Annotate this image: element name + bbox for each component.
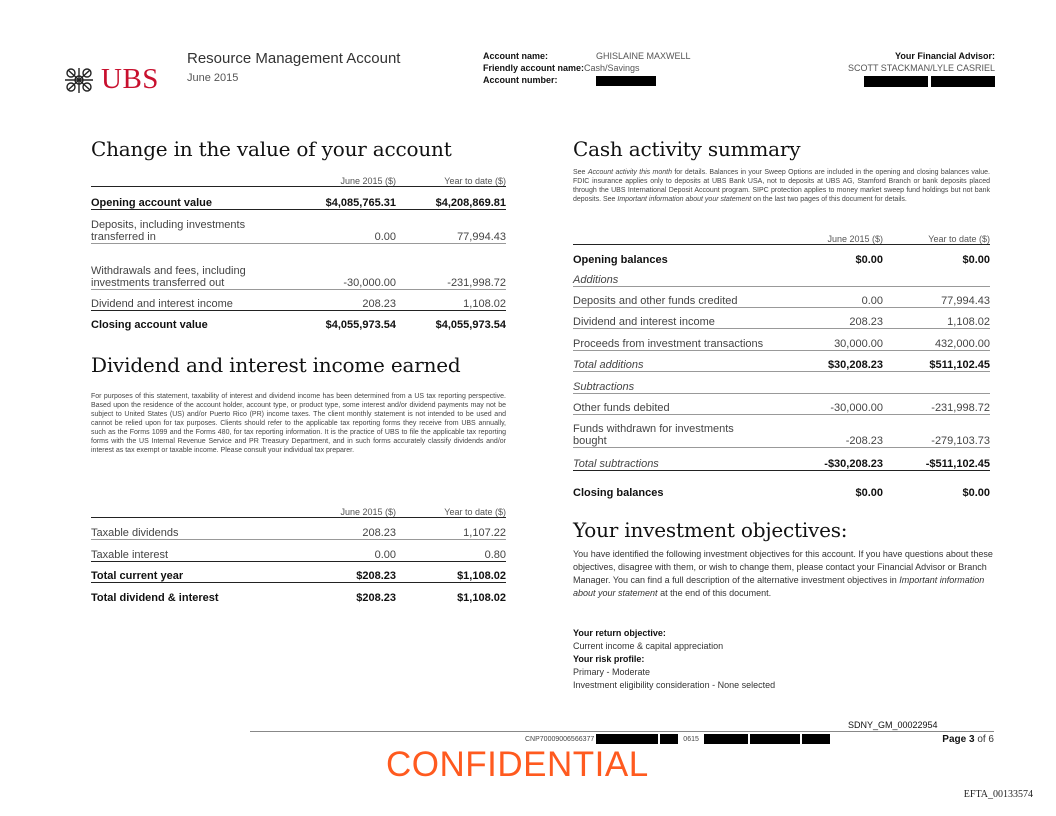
- footer-code-mid: 0615: [683, 735, 699, 743]
- cash-col-ytd: Year to date ($): [928, 233, 990, 244]
- table-cell: 1,108.02: [947, 315, 990, 328]
- footer-redaction-4: [750, 734, 800, 744]
- return-objective-value: Current income & capital appreciation: [573, 641, 724, 651]
- table-row-label: Total dividend & interest: [91, 592, 219, 604]
- table-cell: 208.23: [362, 297, 396, 310]
- risk-profile-label: Your risk profile:: [573, 654, 645, 664]
- table-cell: -231,998.72: [931, 401, 990, 414]
- footer-code: [525, 734, 830, 744]
- change-table: [91, 170, 506, 331]
- account-type: Resource Management Account: [187, 50, 401, 67]
- advisor-name: SCOTT STACKMAN/LYLE CASRIEL: [847, 63, 995, 73]
- risk-profile-primary: Primary - Moderate: [573, 667, 651, 677]
- financial-advisor: [848, 50, 995, 90]
- dividend-col-june: June 2015 ($): [340, 506, 396, 517]
- table-cell: $511,102.45: [929, 358, 990, 371]
- return-objective-label: Your return objective:: [573, 628, 666, 638]
- footer-divider: [250, 731, 994, 732]
- table-row-label: Total subtractions: [573, 457, 659, 470]
- table-cell: $4,055,973.54: [325, 319, 396, 331]
- table-cell: -$511,102.45: [925, 457, 990, 470]
- table-cell: $0.00: [962, 254, 990, 266]
- table-cell: $0.00: [855, 254, 883, 266]
- table-cell: -$30,208.23: [824, 457, 883, 470]
- account-number-redacted: [596, 76, 656, 86]
- table-row-label: Opening balances: [573, 254, 668, 266]
- table-row-label: Dividend and interest income: [91, 297, 233, 310]
- dividend-section-title: Dividend and interest income earned: [91, 353, 461, 377]
- account-number-label: Account number:: [483, 75, 558, 85]
- table-cell: 77,994.43: [457, 230, 506, 243]
- ubs-logo: [61, 63, 159, 96]
- table-row-label: Funds withdrawn for investments bought: [573, 422, 734, 447]
- cash-table: [573, 227, 990, 499]
- account-name-value: GHISLAINE MAXWELL: [596, 51, 691, 61]
- table-row-label: Closing account value: [91, 319, 208, 331]
- footer-redaction-2: [660, 734, 678, 744]
- table-row-label: Closing balances: [573, 487, 664, 499]
- account-info: [483, 50, 691, 86]
- table-cell: 0.00: [374, 548, 396, 561]
- footer-redaction-5: [802, 734, 830, 744]
- table-row-label: Total current year: [91, 569, 184, 582]
- page-number: 3: [968, 734, 975, 745]
- cash-section-title: Cash activity summary: [573, 137, 801, 161]
- table-cell: $1,108.02: [457, 569, 506, 582]
- page-total: of 6: [977, 734, 994, 745]
- table-cell: 30,000.00: [834, 337, 883, 350]
- table-cell: -231,998.72: [447, 276, 506, 289]
- table-cell: 77,994.43: [941, 294, 990, 307]
- table-cell: 208.23: [362, 526, 396, 539]
- subtractions-label: Subtractions: [573, 380, 635, 393]
- cash-col-june: June 2015 ($): [827, 233, 883, 244]
- table-cell: $208.23: [356, 569, 396, 582]
- change-col-june: June 2015 ($): [340, 175, 396, 186]
- cash-note: See Account activity this month for details. Balances in your Sweep Options are included in the opening and closing balances value. FDIC insurance applies only to deposits at UBS Bank USA, not to deposits at UBS AG, Stamford Branch or bank deposits placed through the UBS International Deposit Account program. SIPC protection applies to money market sweep fund holdings but not bank deposits. See Important information about your statement on the last two pages of this document for details.: [573, 169, 991, 203]
- table-cell: 1,107.22: [463, 526, 506, 539]
- table-row-label: Deposits, including investments transferred in: [91, 218, 246, 243]
- change-col-ytd: Year to date ($): [444, 175, 506, 186]
- table-cell: $4,055,973.54: [435, 319, 506, 331]
- advisor-redaction-1: [864, 76, 928, 87]
- table-row-label: Proceeds from investment transactions: [573, 337, 764, 350]
- dividend-table: [91, 500, 506, 604]
- table-cell: 432,000.00: [934, 337, 990, 350]
- page-indicator: [942, 734, 994, 745]
- table-cell: 208.23: [849, 315, 883, 328]
- footer-code-prefix: CNP70009006566377: [525, 735, 595, 743]
- objectives-details: [573, 627, 993, 692]
- ubs-wordmark: UBS: [101, 63, 159, 95]
- table-cell: $0.00: [855, 487, 883, 499]
- table-cell: $30,208.23: [827, 358, 883, 371]
- objectives-section-title: Your investment objectives:: [573, 518, 848, 542]
- table-row-label: Other funds debited: [573, 401, 670, 414]
- table-cell: $4,085,765.31: [325, 196, 396, 209]
- additions-label: Additions: [573, 273, 619, 286]
- table-row-label: Dividend and interest income: [573, 315, 715, 328]
- table-row-label: Deposits and other funds credited: [573, 294, 738, 307]
- ubs-keys-icon: [61, 66, 97, 94]
- advisor-redaction-2: [931, 76, 995, 87]
- table-cell: $0.00: [962, 487, 990, 499]
- table-cell: 0.00: [861, 294, 883, 307]
- friendly-name-value: Cash/Savings: [584, 63, 640, 73]
- table-cell: $208.23: [356, 592, 396, 604]
- footer-redaction-1: [596, 734, 658, 744]
- account-name-label: Account name:: [483, 51, 549, 61]
- table-cell: 0.80: [484, 548, 506, 561]
- objectives-intro: You have identified the following investment objectives for this account. If you have questions about these objectives, disagree with them, or wish to change them, please contact your Financial Advisor or Branch Manager. You can find a full description of the alternative investment objectives in Important information about your statement at the end of this document.: [573, 549, 993, 598]
- table-row-label: Opening account value: [91, 196, 213, 209]
- table-row-label: Withdrawals and fees, including investments transferred out: [91, 264, 246, 289]
- table-cell: 1,108.02: [463, 297, 506, 310]
- table-cell: $4,208,869.81: [435, 196, 506, 209]
- table-cell: $1,108.02: [457, 592, 506, 604]
- table-row-label: Taxable dividends: [91, 526, 179, 539]
- bates-number: SDNY_GM_00022954: [848, 720, 938, 730]
- dividend-col-ytd: Year to date ($): [444, 506, 506, 517]
- dividend-tax-note: For purposes of this statement, taxability of interest and dividend income has been determined from a US tax reporting perspective. Based upon the residence of the account holder, account type, or product type, some interest and/or dividend payments may not be subject to United States (US) and/or Puerto Rico (PR) income taxes. The client monthly statement is not intended to be used and cannot be relied upon for tax purposes. Clients should refer to the applicable tax reporting forms they receive from UBS annually, such as the Forms 1099 and the Forms 480, for tax reporting information. It is the practice of UBS to file the applicable tax reporting forms with the US Internal Revenue Service and PR Treasury Department, and in such forms accurately classify dividends and/or interest as tax exempt or taxable income. Please consult your individual tax preparer.: [91, 393, 506, 454]
- page-word: Page: [942, 734, 967, 745]
- table-cell: 0.00: [374, 230, 396, 243]
- table-cell: -30,000.00: [830, 401, 883, 414]
- change-section-title: Change in the value of your account: [91, 137, 452, 161]
- risk-eligibility: Investment eligibility consideration - None selected: [573, 680, 776, 690]
- statement-period: June 2015: [187, 72, 239, 84]
- friendly-name-label: Friendly account name:: [483, 63, 585, 73]
- table-cell: -30,000.00: [343, 276, 396, 289]
- table-row-label: Total additions: [573, 358, 644, 371]
- table-cell: -279,103.73: [931, 434, 990, 447]
- efta-number: EFTA_00133574: [963, 789, 1033, 800]
- footer-redaction-3: [704, 734, 748, 744]
- confidential-stamp: CONFIDENTIAL: [386, 745, 649, 784]
- advisor-label: Your Financial Advisor:: [894, 51, 995, 61]
- table-cell: -208.23: [845, 434, 883, 447]
- table-row-label: Taxable interest: [91, 548, 169, 561]
